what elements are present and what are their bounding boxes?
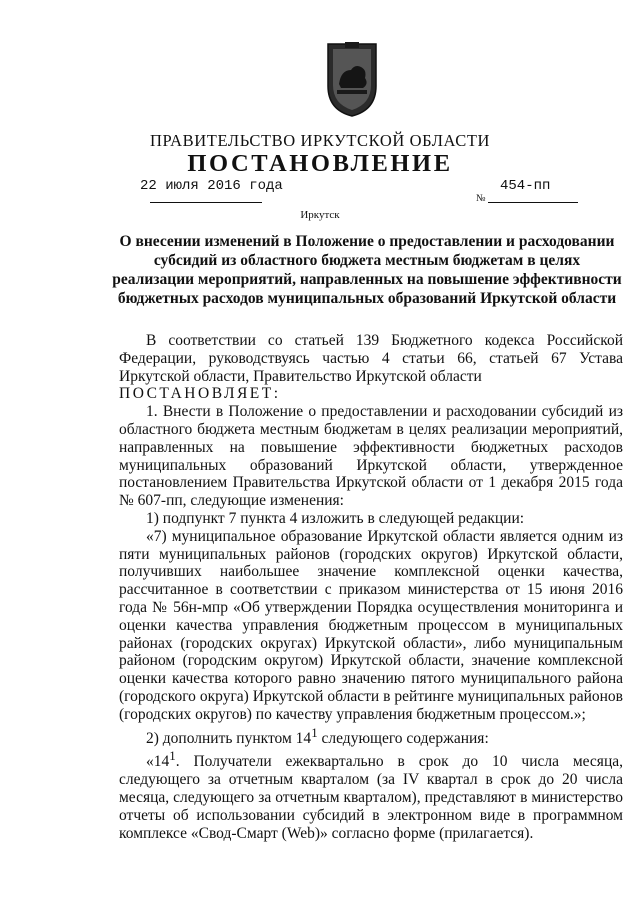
city: Иркутск bbox=[300, 209, 340, 221]
government-name: ПРАВИТЕЛЬСТВО ИРКУТСКОЙ ОБЛАСТИ bbox=[149, 131, 491, 150]
date-underline bbox=[150, 202, 262, 203]
document-type: ПОСТАНОВЛЕНИЕ bbox=[187, 150, 453, 177]
document-title: О внесении изменений в Положение о предоставлении и расходовании субсидий из областного бюджета местным бюджетам в целях реализации мероприятий, направленных на повышение эффективности бюджетных расходов муниципальных образований Иркутской области bbox=[112, 233, 622, 307]
subitem-1: 1) подпункт 7 пункта 4 изложить в следующей редакции: bbox=[146, 509, 525, 527]
coat-of-arms-icon bbox=[325, 40, 379, 118]
quote-item-14-1: «$14^1$. Получатели ежеквартально в срок до 10 числа месяца, следующего за отчетным кварталом (за IV квартал в срок до 20 числа месяца, следующего за отчетным кварталом), представляют в министерство отчеты об использовании субсидий в электронном виде в программном комплексе «Свод-Смарт (Web)» согласно форме (прилагается). bbox=[119, 748, 623, 842]
subitem-2: 2) дополнить пунктом $14^1$ следующего содержания: bbox=[146, 724, 489, 747]
document-number: 454-пп bbox=[500, 178, 551, 194]
document-body bbox=[119, 332, 623, 843]
document-date: 22 июля 2016 года bbox=[140, 178, 283, 194]
number-sign: № bbox=[476, 193, 486, 204]
item-1: 1. Внести в Положение о предоставлении и расходовании субсидий из областного бюджета местным бюджетам в целях реализации мероприятий, направленных на повышение эффективности бюджетных расходов муниципальных образований Иркутской области, утвержденное постановлением Правительства Иркутской области от 1 декабря 2015 года № 607-пп, следующие изменения: bbox=[119, 403, 623, 510]
resolves-heading: ПОСТАНОВЛЯЕТ: bbox=[119, 385, 281, 403]
preamble: В соответствии со статьей 139 Бюджетного кодекса Российской Федерации, руководствуясь частью 4 статьи 66, статьей 67 Устава Иркутской области, Правительство Иркутской области bbox=[119, 332, 623, 385]
quote-item-7: «7) муниципальное образование Иркутской области является одним из пяти муниципальных районов (городских округов) Иркутской области, получивших наибольшее значение комплексной оценки качества, рассчитанное в соответствии с приказом министерства от 15 июня 2016 года № 56н-мпр «Об утверждении Порядка осуществления мониторинга и оценки качества управления бюджетным процессом в муниципальных районах (городских округах) Иркутской области», либо муниципальным районом (городским округом) Иркутской области, значение комплексной оценки качества которого равно значению пятого муниципального района (городского округа) Иркутской области в рейтинге муниципальных районов (городских округов) по качеству управления бюджетным процессом.»; bbox=[119, 527, 623, 723]
number-underline bbox=[488, 202, 578, 203]
